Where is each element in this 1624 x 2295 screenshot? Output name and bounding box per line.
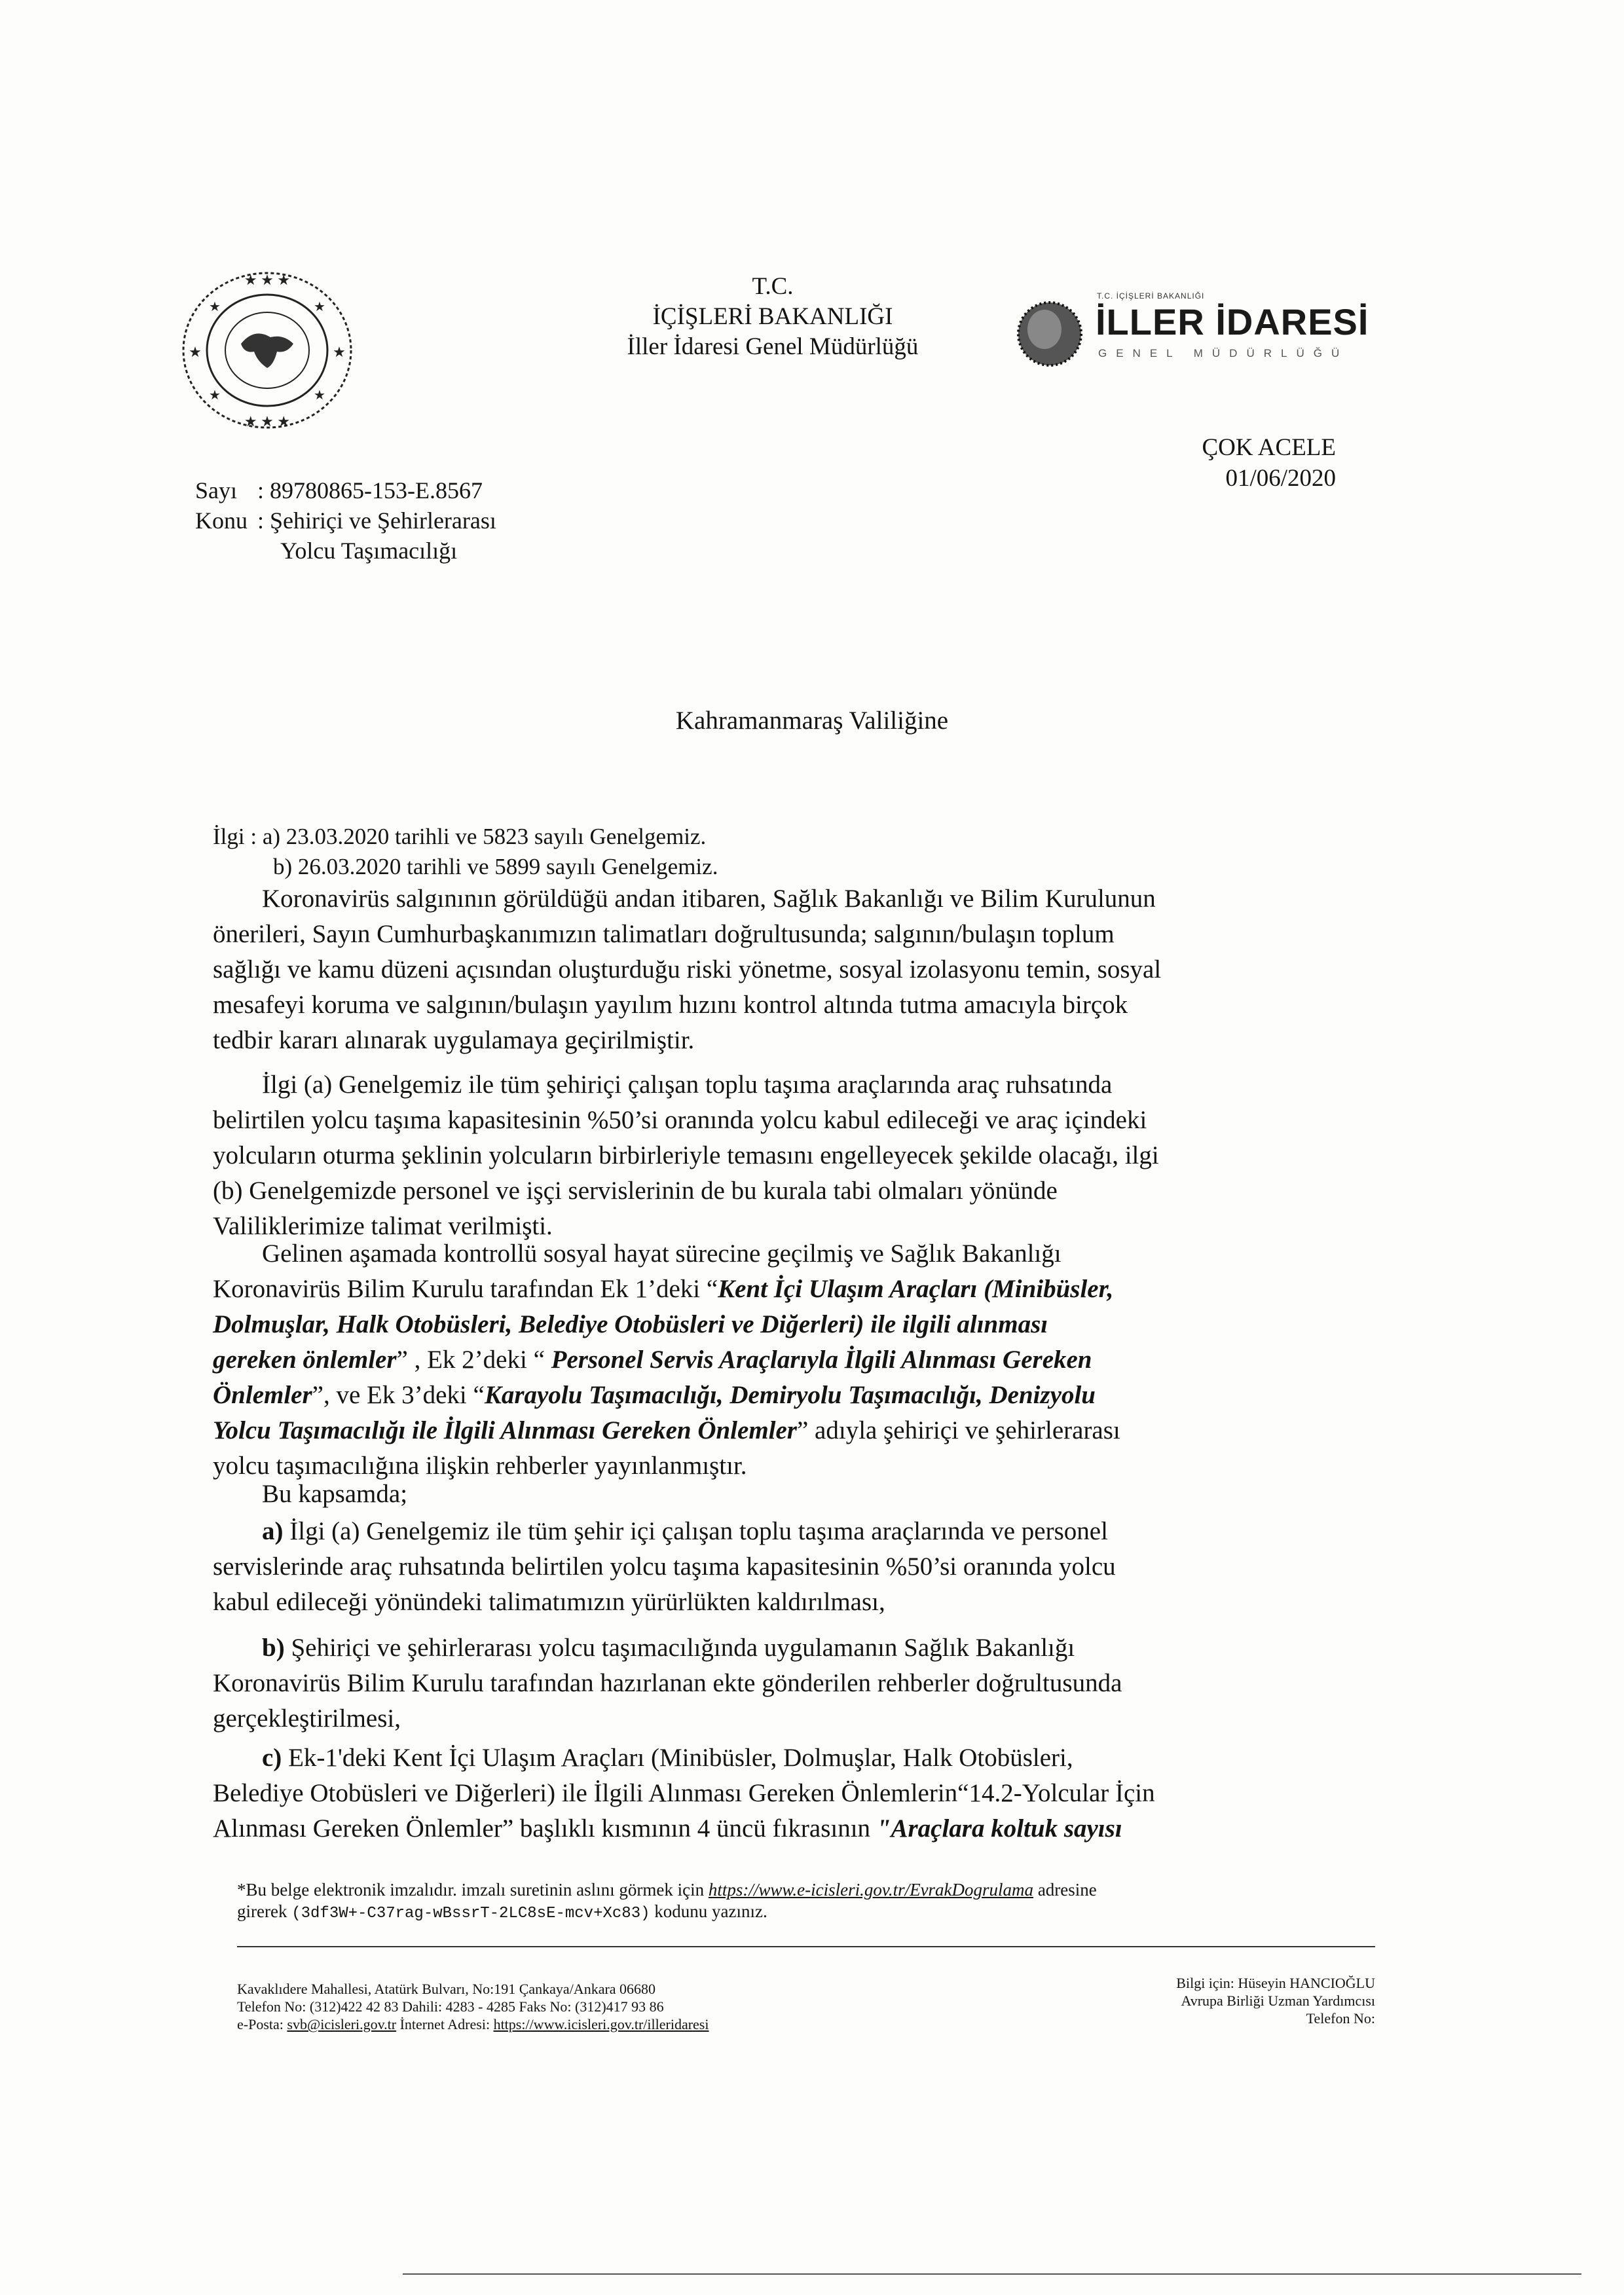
footer-phone: Telefon No: (312)422 42 83 Dahili: 4283 - 4285 Faks No: (312)417 93 86	[237, 1998, 664, 2015]
item-b-line: Koronavirüs Bilim Kurulu tarafından hazırlanan ekte gönderilen rehberler doğrultusunda	[213, 1669, 1122, 1697]
p2-line: (b) Genelgemizde personel ve işçi servislerinin de bu kurala tabi olmaları yönünde	[213, 1177, 1058, 1205]
ek2-title-end: Önlemler	[213, 1381, 312, 1409]
svg-text:★: ★	[314, 388, 325, 403]
konu-label: Konu	[195, 507, 248, 534]
header-ministry: İÇİŞLERİ BAKANLIĞI	[652, 303, 893, 330]
paragraph-4	[213, 1477, 1372, 1512]
p3-text: ” , Ek 2’deki “	[396, 1346, 551, 1374]
svg-text:★ ★ ★: ★ ★ ★	[244, 272, 291, 288]
logo-sub-text: GENEL MÜDÜRLÜĞÜ	[1098, 347, 1349, 359]
urgency-label: ÇOK ACELE	[1202, 434, 1336, 461]
svg-text:★: ★	[209, 388, 221, 403]
footer-email-label: e-Posta:	[237, 2016, 287, 2032]
ek2-title: Personel Servis Araçlarıyla İlgili Alınması Gereken	[551, 1346, 1092, 1374]
header-tc: T.C.	[752, 273, 794, 300]
svg-text:★: ★	[209, 300, 221, 314]
p1-line: tedbir kararı alınarak uygulamaya geçirilmiştir.	[213, 1026, 695, 1054]
footer-contact-title: Avrupa Birliği Uzman Yardımcısı	[1181, 1992, 1375, 2009]
p3-line: yolcu taşımacılığına ilişkin rehberler yayınlanmıştır.	[213, 1452, 747, 1480]
item-b-text: Şehiriçi ve şehirlerarası yolcu taşımacılığında uygulamanın Sağlık Bakanlığı	[284, 1634, 1075, 1662]
recipient: Kahramanmaraş Valiliğine	[675, 707, 949, 735]
paragraph-2	[213, 1067, 1372, 1244]
esign-text: girerek	[237, 1901, 292, 1921]
footer-divider	[237, 1946, 1375, 1947]
svg-text:★: ★	[314, 300, 325, 314]
item-c	[213, 1740, 1372, 1846]
document-date: 01/06/2020	[1225, 465, 1336, 492]
ilgi-b: b) 26.03.2020 tarihli ve 5899 sayılı Genelgemiz.	[273, 854, 718, 879]
sayi-value: : 89780865-153-E.8567	[257, 477, 483, 504]
header-directorate: İller İdaresi Genel Müdürlüğü	[627, 333, 919, 360]
sayi-label: Sayı	[195, 477, 238, 504]
footer-contact-name: Bilgi için: Hüseyin HANCIOĞLU	[1176, 1975, 1375, 1991]
footer-address: Kavaklıdere Mahallesi, Atatürk Bulvarı, No:191 Çankaya/Ankara 06680	[237, 1981, 656, 1997]
logo-globe-icon	[1012, 298, 1090, 370]
p2-line: yolcuların oturma şeklinin yolcuların birbirleriyle temasını engelleyecek şekilde olacağı, ilgi	[213, 1141, 1159, 1169]
logo-top-text: T.C. İÇİŞLERİ BAKANLIĞI	[1097, 291, 1205, 301]
item-b-marker: b)	[262, 1634, 285, 1662]
footer-contact-phone: Telefon No:	[1306, 2010, 1375, 2027]
p3-text: ”, ve Ek 3’deki “	[312, 1381, 485, 1409]
esign-text: adresine	[1033, 1880, 1097, 1900]
p1-line: Koronavirüs salgınının görüldüğü andan itibaren, Sağlık Bakanlığı ve Bilim Kurulunun	[262, 885, 1156, 913]
ek1-title-cont: Dolmuşlar, Halk Otobüsleri, Belediye Otobüsleri ve Diğerleri) ile ilgili alınması	[213, 1310, 1048, 1338]
ek1-title-end: gereken önlemler	[213, 1346, 397, 1374]
item-a-marker: a)	[262, 1517, 284, 1545]
verification-link[interactable]: https://www.e-icisleri.gov.tr/EvrakDogrulama	[708, 1880, 1034, 1900]
item-a-text: İlgi (a) Genelgemiz ile tüm şehir içi çalışan toplu taşıma araçlarında ve personel	[283, 1517, 1108, 1545]
item-c-marker: c)	[262, 1744, 282, 1772]
p1-line: sağlığı ve kamu düzeni açısından oluşturduğu riski yönetme, sosyal izolasyonu temin, sosyal	[213, 955, 1162, 983]
svg-text:★: ★	[189, 344, 202, 360]
p4-line: Bu kapsamda;	[262, 1480, 408, 1508]
ilgi-a: a) 23.03.2020 tarihli ve 5823 sayılı Genelgemiz.	[262, 824, 707, 849]
footer-email-link[interactable]: svb@icisleri.gov.tr	[287, 2016, 397, 2032]
item-a-line: kabul edileceği yönündeki talimatımızın yürürlükten kaldırılması,	[213, 1588, 885, 1616]
svg-text:★: ★	[333, 344, 346, 360]
paragraph-1	[213, 881, 1372, 1058]
scan-edge-line	[403, 2273, 1581, 2275]
p3-line: Gelinen aşamada kontrollü sosyal hayat sürecine geçilmiş ve Sağlık Bakanlığı	[262, 1239, 1061, 1268]
p3-text: ” adıyla şehiriçi ve şehirlerarası	[796, 1416, 1120, 1444]
item-c-line: Belediye Otobüsleri ve Diğerleri) ile İlgili Alınması Gereken Önlemlerin“14.2-Yolcular İçin	[213, 1779, 1155, 1807]
p2-line: İlgi (a) Genelgemiz ile tüm şehiriçi çalışan toplu taşıma araçlarında araç ruhsatında	[262, 1071, 1113, 1099]
item-c-text: Alınması Gereken Önlemler” başlıklı kısmının 4 üncü fıkrasının	[213, 1814, 877, 1843]
iller-idaresi-logo	[1012, 291, 1369, 376]
verification-code: (3df3W+-C37rag-wBssrT-2LC8sE-mcv+Xc83)	[291, 1905, 650, 1922]
logo-main-text: İLLER İDARESİ	[1096, 301, 1369, 342]
konu-value-cont: Yolcu Taşımacılığı	[280, 538, 458, 564]
item-b-line: gerçekleştirilmesi,	[213, 1704, 401, 1733]
item-c-quote: "Araçlara koltuk sayısı	[876, 1814, 1122, 1843]
footer-web-label: İnternet Adresi:	[396, 2016, 494, 2032]
ek3-title-end: Yolcu Taşımacılığı ile İlgili Alınması Gereken Önlemler	[213, 1416, 797, 1444]
ek3-title: Karayolu Taşımacılığı, Demiryolu Taşımacılığı, Denizyolu	[484, 1381, 1096, 1409]
ilgi-label: İlgi :	[213, 824, 257, 849]
item-a-line: servislerinde araç ruhsatında belirtilen yolcu taşıma kapasitesinin %50’si oranında yolcu	[213, 1552, 1116, 1581]
p1-line: mesafeyi koruma ve salgının/bulaşın yayılım hızını kontrol altında tutma amacıyla birçok	[213, 991, 1128, 1019]
konu-value: : Şehiriçi ve Şehirlerarası	[257, 507, 496, 534]
p2-line: Valiliklerimize talimat verilmişti.	[213, 1212, 553, 1240]
item-a	[213, 1514, 1372, 1620]
p3-text: Koronavirüs Bilim Kurulu tarafından Ek 1’deki “	[213, 1275, 718, 1303]
esign-text: kodunu yazınız.	[650, 1901, 767, 1921]
item-b	[213, 1630, 1372, 1736]
ministry-seal	[175, 265, 359, 435]
svg-text:★ ★ ★: ★ ★ ★	[244, 413, 291, 430]
footer-web-link[interactable]: https://www.icisleri.gov.tr/illeridaresi	[493, 2016, 709, 2032]
item-c-text: Ek-1'deki Kent İçi Ulaşım Araçları (Minibüsler, Dolmuşlar, Halk Otobüsleri,	[282, 1744, 1073, 1772]
p2-line: belirtilen yolcu taşıma kapasitesinin %50’si oranında yolcu kabul edileceği ve araç içindeki	[213, 1106, 1147, 1134]
paragraph-3	[213, 1236, 1372, 1484]
p1-line: önerileri, Sayın Cumhurbaşkanımızın talimatları doğrultusunda; salgının/bulaşın toplum	[213, 920, 1115, 948]
ek1-title: Kent İçi Ulaşım Araçları (Minibüsler,	[718, 1275, 1114, 1303]
esign-text: *Bu belge elektronik imzalıdır. imzalı suretinin aslını görmek için	[237, 1880, 709, 1900]
